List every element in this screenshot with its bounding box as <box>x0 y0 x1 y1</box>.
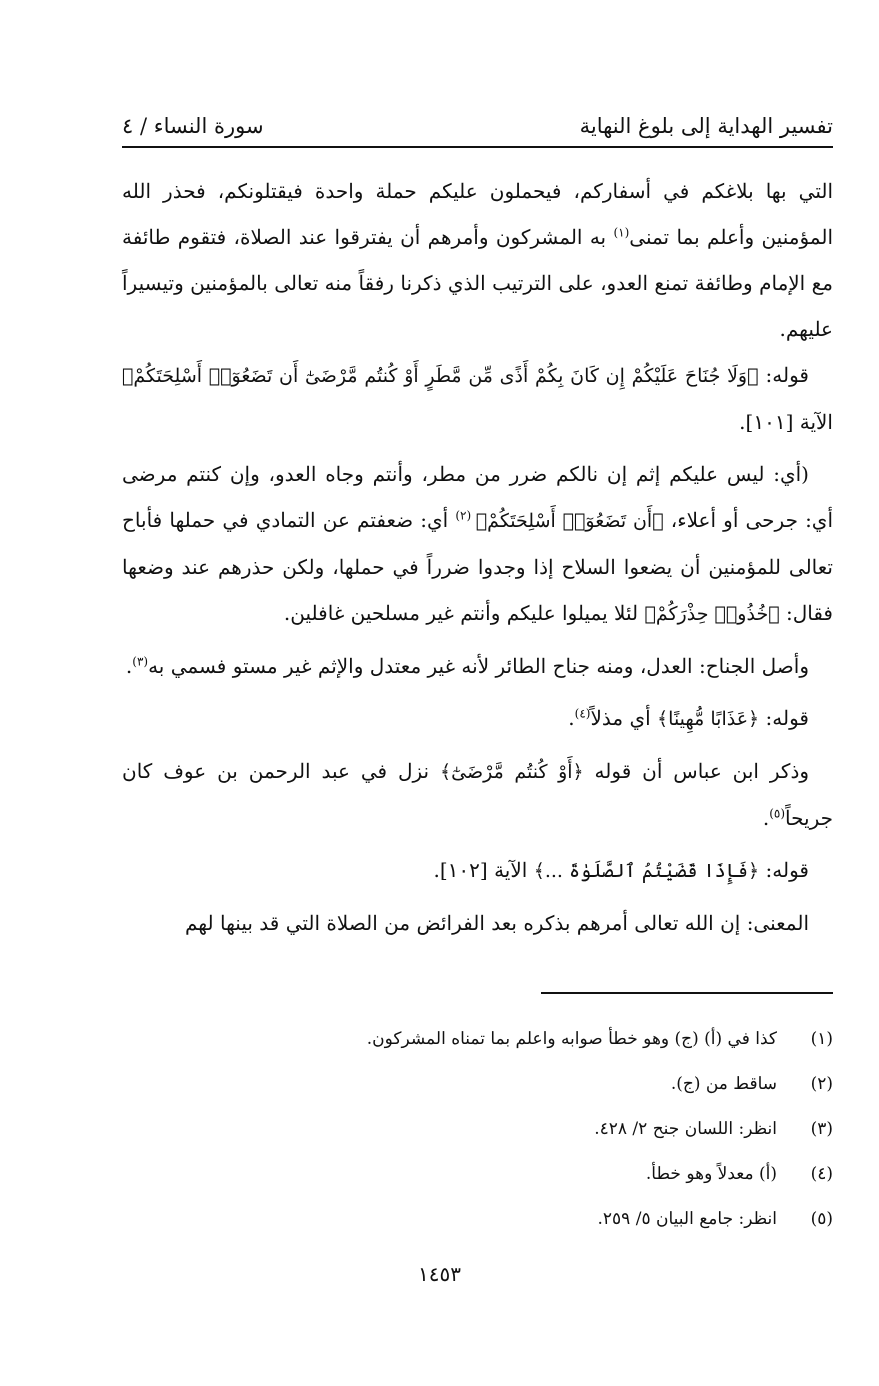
footnote-number: (٣) <box>810 1118 833 1139</box>
footnote-divider <box>541 992 833 994</box>
page-number: ١٤٥٣ <box>418 1262 461 1286</box>
footnote-number: (٥) <box>810 1208 833 1229</box>
paragraph-6: وذكر ابن عباس أن قوله ﴿أَوْ كُنتُم مَّرْضَىٰٓ﴾ نزل في عبد الرحمن بن عوف كان جريحاً$^{(٥)}$. <box>122 759 833 830</box>
main-text <box>122 168 833 946</box>
footnote-number: (١) <box>810 1028 833 1049</box>
footnote-ref-1[interactable]: (١) <box>613 225 630 240</box>
footnote-number: (٢) <box>810 1073 833 1094</box>
quran-verse: ﴿عَذَابًا مُّهِينًا﴾ <box>657 708 760 730</box>
quran-verse: ﴿خُذُوا۟ حِذْرَكُمْ﴾ <box>644 603 780 625</box>
footnote-number: (٤) <box>810 1163 833 1184</box>
footnote-text: انظر: جامع البيان ٥/ ٢٥٩. <box>597 1208 777 1229</box>
paragraph-verse-102: قوله: ﴿فَإِذَا قَضَيْتُمُ ٱلصَّلَوٰةَ ...﴾ الآية [١٠٢]. <box>433 858 809 882</box>
paragraph-3: (أي: ليس عليكم إثم إن نالكم ضرر من مطر، وأنتم وجاه العدو، وإن كنتم مرضى أي: جرحى أو أعلاء، ﴿أَن تَضَعُوٓا۟ أَسْلِحَتَكُمْ﴾ $^{(٢)}$ أي: ضعفتم عن التمادي في حملها فأباح تعالى للمؤمنين أن يضعوا السلاح إذا وجدوا ضرراً في حملها، ولكن حذرهم عند وضعها فقال: ﴿خُذُوا۟ حِذْرَكُمْ﴾ لئلا يميلوا عليكم وأنتم غير مسلحين غافلين. <box>122 462 834 625</box>
book-title: تفسير الهداية إلى بلوغ النهاية <box>579 114 833 138</box>
paragraph-1: التي بها بلاغكم في أسفاركم، فيحملون عليكم حملة واحدة فيقتلونكم، فحذر الله المؤمنين وأعلم بما تمنى$^{(١)}$ به المشركون وأمرهم أن يفترقوا عند الصلاة، فتقوم طائفة مع الإمام وطائفة تمنع العدو، على الترتيب الذي ذكرنا رفقاً منه تعالى بالمؤمنين وتيسيراً عليهم. <box>122 179 833 341</box>
footnote-ref-5[interactable]: (٥) <box>769 806 786 821</box>
quran-verse: ﴿فَإِذَا قَضَيْتُمُ ٱلصَّلَوٰةَ ...﴾ <box>533 860 760 882</box>
footnote-ref-3[interactable]: (٣) <box>132 654 149 669</box>
footnote-text: انظر: اللسان جنح ٢/ ٤٢٨. <box>594 1118 777 1139</box>
footnote-text: ساقط من (ج). <box>670 1073 777 1094</box>
quran-verse: ﴿أَن تَضَعُوٓا۟ أَسْلِحَتَكُمْ﴾ <box>475 510 664 532</box>
footnote-item <box>122 1106 833 1151</box>
footnote-item <box>122 1061 833 1106</box>
footnote-item <box>122 1016 833 1061</box>
quran-verse: ﴿وَلَا جُنَاحَ عَلَيْكُمْ إِن كَانَ بِكُمْ أَذًى مِّن مَّطَرٍ أَوْ كُنتُم مَّرْضَىٰٓ أَن تَضَعُوٓا۟ أَسْلِحَتَكُمْ﴾ <box>122 365 759 387</box>
surah-label: سورة النساء / ٤ <box>122 114 264 138</box>
running-header <box>122 100 833 148</box>
footnote-item <box>122 1196 833 1241</box>
footnote-text: كذا في (أ) (ج) وهو خطأ صوابه واعلم بما تمناه المشركون. <box>366 1028 777 1049</box>
footnote-ref-2[interactable]: (٢) <box>455 508 476 523</box>
footnote-ref-4[interactable]: (٤) <box>574 706 591 721</box>
footnote-text: (أ) معدلاً وهو خطأ. <box>645 1163 777 1184</box>
paragraph-verse-101: قوله: ﴿وَلَا جُنَاحَ عَلَيْكُمْ إِن كَانَ بِكُمْ أَذًى مِّن مَّطَرٍ أَوْ كُنتُم مَّرْضَىٰٓ أَن تَضَعُوٓا۟ أَسْلِحَتَكُمْ﴾ الآية [١٠١]. <box>122 363 833 434</box>
paragraph-4: وأصل الجناح: العدل، ومنه جناح الطائر لأنه غير معتدل والإثم غير مستو فسمي به$^{(٣)}$. <box>125 654 809 678</box>
footnote-item <box>122 1151 833 1196</box>
footnotes <box>122 1016 833 1241</box>
quran-verse: ﴿أَوْ كُنتُم مَّرْضَىٰٓ﴾ <box>440 761 584 783</box>
paragraph-5: قوله: ﴿عَذَابًا مُّهِينًا﴾ أي مذلاً$^{(٤)}$. <box>568 706 809 730</box>
paragraph-8: المعنى: إن الله تعالى أمرهم بذكره بعد الفرائض من الصلاة التي قد بينها لهم <box>185 911 809 935</box>
